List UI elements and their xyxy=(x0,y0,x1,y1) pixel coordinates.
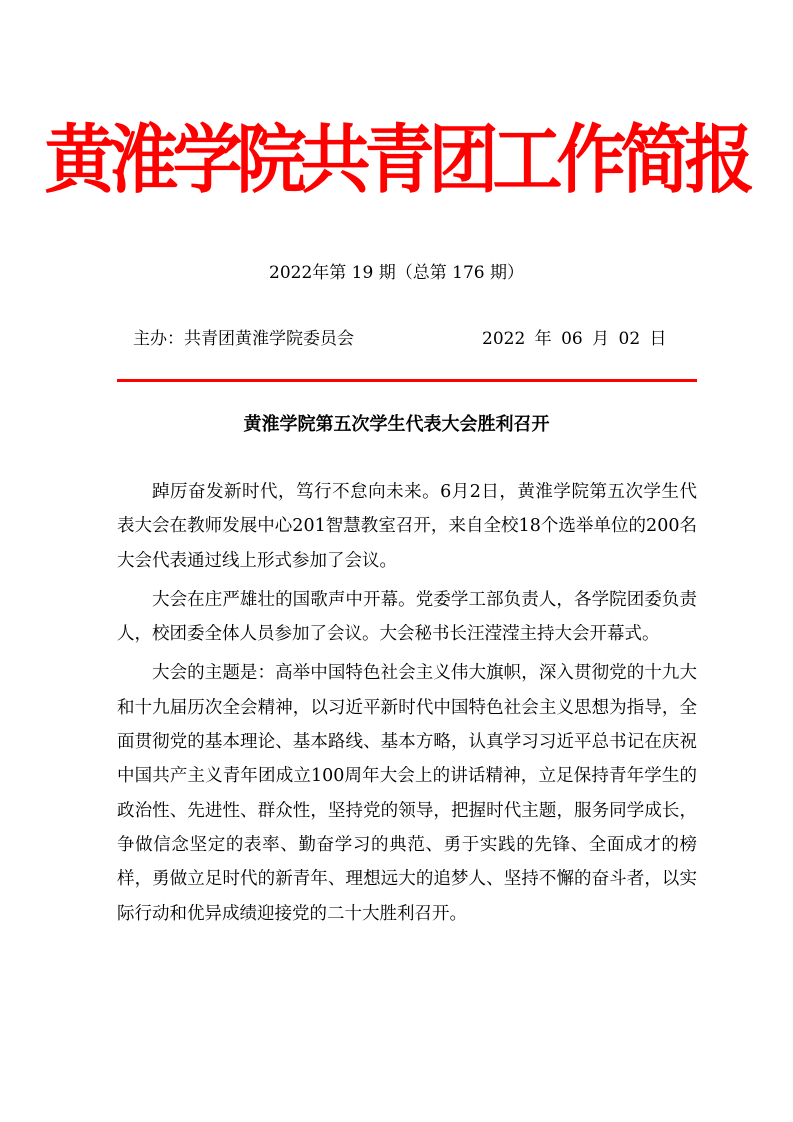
header-divider xyxy=(117,379,697,382)
publish-date: 2022 年 06 月 02 日 xyxy=(482,329,667,349)
article-body xyxy=(117,475,697,936)
sponsor-line: 主办：共青团黄淮学院委员会 xyxy=(133,329,354,349)
article-paragraph-1: 踔厉奋发新时代，笃行不怠向未来。6月2日，黄淮学院第五次学生代表大会在教师发展中心201智慧教室召开，来自全校18个选举单位的200名大会代表通过线上形式参加了会议。 xyxy=(117,482,697,571)
issue-number: 2022年第 19 期（总第 176 期） xyxy=(269,263,524,283)
article-paragraph-2: 大会在庄严雄壮的国歌声中开幕。党委学工部负责人，各学院团委负责人，校团委全体人员参加了会议。大会秘书长汪滢滢主持大会开幕式。 xyxy=(117,589,697,645)
newsletter-masthead: 黄淮学院共青团工作简报 xyxy=(44,116,749,204)
article-title: 黄淮学院第五次学生代表大会胜利召开 xyxy=(243,414,550,435)
article-paragraph-3: 大会的主题是：高举中国特色社会主义伟大旗帜，深入贯彻党的十九大和十九届历次全会精神，以习近平新时代中国特色社会主义思想为指导，全面贯彻党的基本理论、基本路线、基本方略，认真学习习近平总书记在庆祝中国共产主义青年团成立100周年大会上的讲话精神，立足保持青年学生的政治性、先进性、群众性，坚持党的领导，把握时代主题，服务同学成长，争做信念坚定的表率、勤奋学习的典范、勇于实践的先锋、全面成才的榜样，勇做立足时代的新青年、理想远大的追梦人、坚持不懈的奋斗者，以实际行动和优异成绩迎接党的二十大胜利召开。 xyxy=(117,663,697,924)
